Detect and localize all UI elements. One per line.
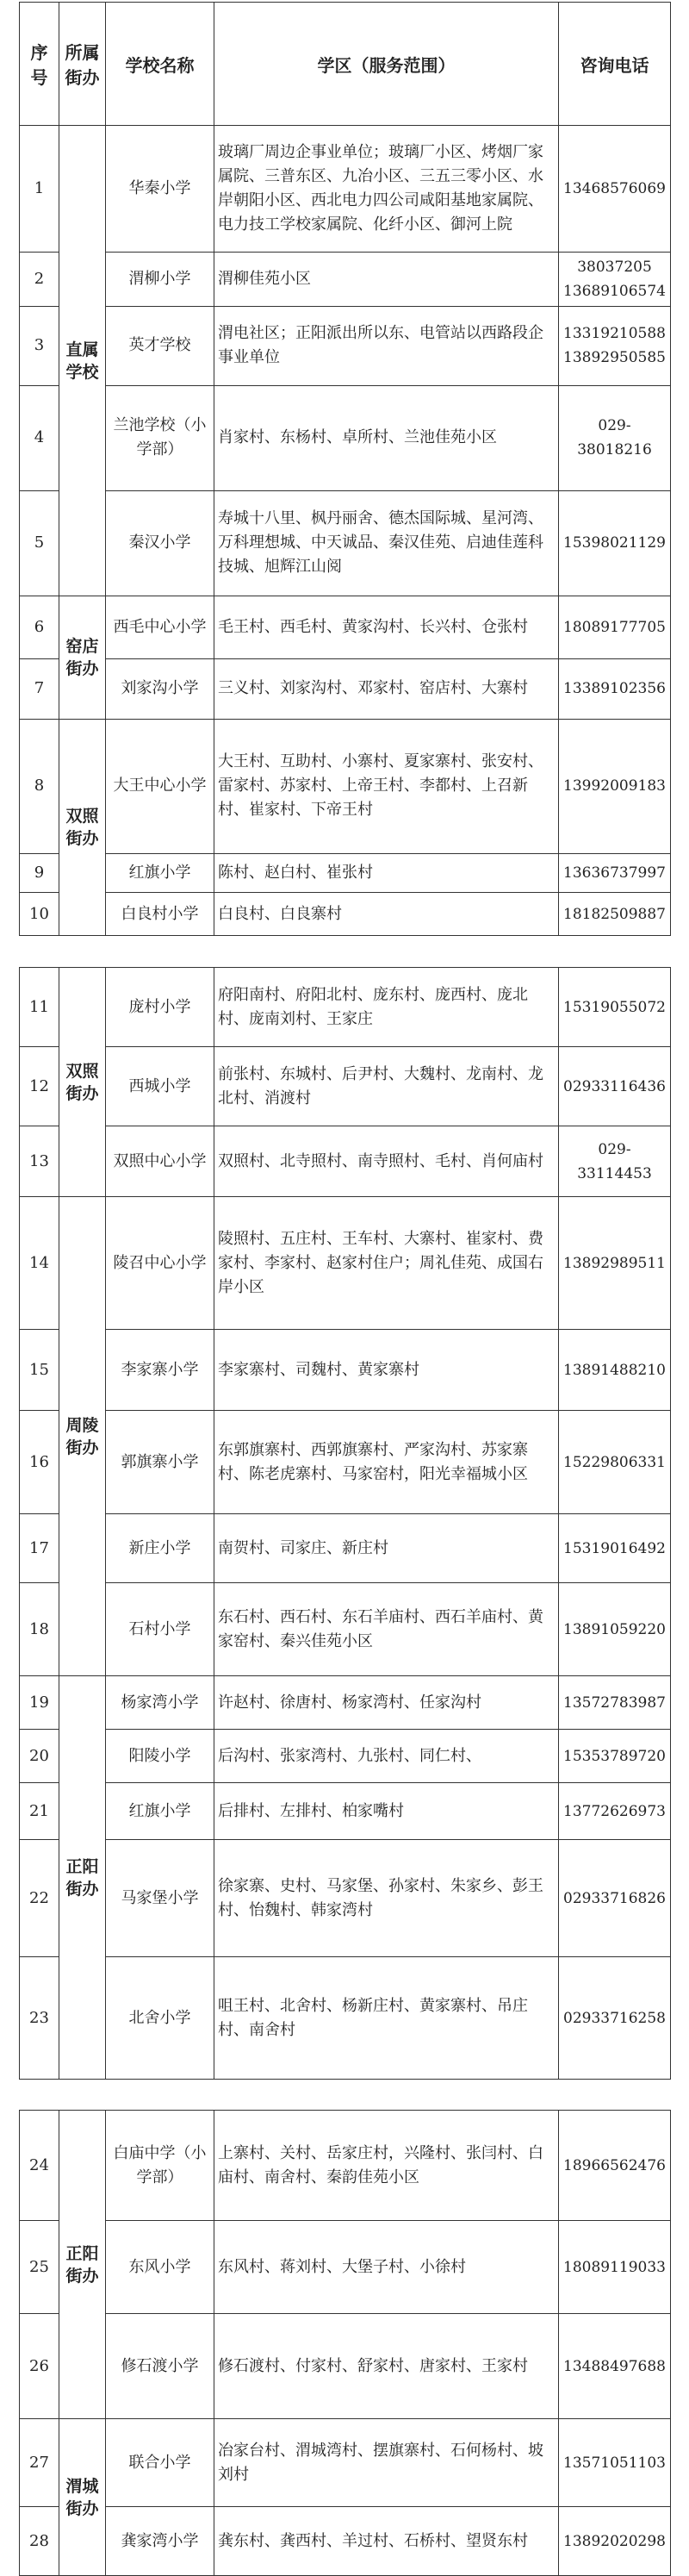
school-name: 刘家沟小学 [106, 658, 214, 719]
school-name: 红旗小学 [106, 1783, 214, 1840]
phone-number: 15229806331 [559, 1411, 671, 1514]
row-no: 26 [20, 2314, 59, 2419]
phone-number: 13571051103 [559, 2419, 671, 2507]
header-school: 学校名称 [106, 3, 214, 126]
service-range: 双照村、北寺照村、南寺照村、毛村、肖何庙村 [214, 1126, 559, 1197]
table-row [20, 385, 671, 490]
school-name: 阳陵小学 [106, 1730, 214, 1783]
service-range: 修石渡村、付家村、舒家村、唐家村、王家村 [214, 2314, 559, 2419]
table-row [20, 1730, 671, 1783]
school-name: 双照中心小学 [106, 1126, 214, 1197]
district-cell: 窑店街办 [59, 596, 106, 720]
table-row [20, 2419, 671, 2507]
district-cell: 正阳街办 [59, 2111, 106, 2419]
school-name: 龚家湾小学 [106, 2507, 214, 2576]
row-no: 1 [20, 126, 59, 253]
district-cell: 直属学校 [59, 126, 106, 596]
table-row [20, 720, 671, 853]
row-no: 19 [20, 1676, 59, 1730]
school-name: 陵召中心小学 [106, 1197, 214, 1330]
phone-number: 02933716258 [559, 1957, 671, 2080]
school-name: 红旗小学 [106, 853, 214, 893]
service-range: 东郭旗寨村、西郭旗寨村、严家沟村、苏家寨村、陈老虎寨村、马家窑村，阳光幸福城小区 [214, 1411, 559, 1514]
table-row [20, 1583, 671, 1676]
school-name: 联合小学 [106, 2419, 214, 2507]
row-no: 11 [20, 968, 59, 1047]
phone-cell [559, 253, 671, 307]
row-no: 17 [20, 1514, 59, 1583]
school-name: 华秦小学 [106, 126, 214, 253]
table-row [20, 893, 671, 936]
school-name: 修石渡小学 [106, 2314, 214, 2419]
service-range: 咀王村、北舍村、杨新庄村、黄家寨村、吊庄村、南舍村 [214, 1957, 559, 2080]
service-range: 龚东村、龚西村、羊过村、石桥村、望贤东村 [214, 2507, 559, 2576]
row-no: 24 [20, 2111, 59, 2221]
phone-number: 38037205 [577, 259, 652, 277]
zone-table-part-2 [19, 967, 671, 2080]
service-range: 徐家寨、史村、马家堡、孙家村、朱家乡、彭王村、怡魏村、韩家湾村 [214, 1840, 559, 1957]
table-row [20, 2507, 671, 2576]
phone-number: 13772626973 [559, 1783, 671, 1840]
table-header-row [20, 3, 671, 126]
row-no: 5 [20, 490, 59, 596]
table-row [20, 1676, 671, 1730]
school-name: 新庄小学 [106, 1514, 214, 1583]
row-no: 23 [20, 1957, 59, 2080]
school-name: 石村小学 [106, 1583, 214, 1676]
district-cell: 双照街办 [59, 968, 106, 1197]
phone-number: 13891059220 [559, 1583, 671, 1676]
row-no: 14 [20, 1197, 59, 1330]
service-range: 三义村、刘家沟村、邓家村、窑店村、大寨村 [214, 658, 559, 719]
row-no: 8 [20, 720, 59, 853]
service-range: 陵照村、五庄村、王车村、大寨村、崔家村、费家村、李家村、赵家村住户；周礼佳苑、成国右岸小区 [214, 1197, 559, 1330]
service-range: 东风村、蒋刘村、大堡子村、小徐村 [214, 2221, 559, 2314]
service-range: 府阳南村、府阳北村、庞东村、庞西村、庞北村、庞南刘村、王家庄 [214, 968, 559, 1047]
service-range: 李家寨村、司魏村、黄家寨村 [214, 1330, 559, 1411]
school-name: 英才学校 [106, 307, 214, 385]
table-row [20, 596, 671, 659]
phone-number: 13468576069 [559, 126, 671, 253]
table-row [20, 253, 671, 307]
row-no: 10 [20, 893, 59, 936]
table-row [20, 853, 671, 893]
service-range: 前张村、东城村、后尹村、大魏村、龙南村、龙北村、消渡村 [214, 1047, 559, 1126]
phone-number: 13572783987 [559, 1676, 671, 1730]
service-range: 毛王村、西毛村、黄家沟村、长兴村、仓张村 [214, 596, 559, 659]
service-range: 渭柳佳苑小区 [214, 253, 559, 307]
service-range: 肖家村、东杨村、卓所村、兰池佳苑小区 [214, 385, 559, 490]
school-name: 东风小学 [106, 2221, 214, 2314]
phone-number: 13488497688 [559, 2314, 671, 2419]
table-row [20, 1514, 671, 1583]
school-name: 白良村小学 [106, 893, 214, 936]
phone-number: 13892989511 [559, 1197, 671, 1330]
school-name: 兰池学校（小学部） [106, 385, 214, 490]
service-range: 渭电社区；正阳派出所以东、电管站以西路段企事业单位 [214, 307, 559, 385]
table-row [20, 1197, 671, 1330]
phone-cell [559, 307, 671, 385]
service-range: 许赵村、徐唐村、杨家湾村、任家沟村 [214, 1676, 559, 1730]
table-row [20, 490, 671, 596]
phone-number-2: 13892950585 [563, 349, 666, 367]
row-no: 28 [20, 2507, 59, 2576]
table-row [20, 1783, 671, 1840]
table-row [20, 2221, 671, 2314]
school-name: 郭旗寨小学 [106, 1411, 214, 1514]
school-name: 渭柳小学 [106, 253, 214, 307]
phone-number: 18182509887 [559, 893, 671, 936]
phone-number: 18089177705 [559, 596, 671, 659]
table-row [20, 1840, 671, 1957]
school-name: 马家堡小学 [106, 1840, 214, 1957]
service-range: 上寨村、关村、岳家庄村，兴隆村、张闫村、白庙村、南舍村、秦韵佳苑小区 [214, 2111, 559, 2221]
table-row [20, 658, 671, 719]
table-row [20, 307, 671, 385]
table-row [20, 1411, 671, 1514]
service-range: 冶家台村、渭城湾村、摆旗寨村、石何杨村、坡刘村 [214, 2419, 559, 2507]
table-row [20, 1330, 671, 1411]
row-no: 27 [20, 2419, 59, 2507]
school-name: 庞村小学 [106, 968, 214, 1047]
school-name: 白庙中学（小学部） [106, 2111, 214, 2221]
service-range: 南贺村、司家庄、新庄村 [214, 1514, 559, 1583]
service-range: 玻璃厂周边企事业单位；玻璃厂小区、烤烟厂家属院、三普东区、九冶小区、三五三零小区、水岸朝阳小区、西北电力四公司咸阳基地家属院、电力技工学校家属院、化纤小区、御河上院 [214, 126, 559, 253]
district-cell: 正阳街办 [59, 1676, 106, 2080]
table-row [20, 2111, 671, 2221]
row-no: 20 [20, 1730, 59, 1783]
table-row [20, 968, 671, 1047]
zone-table-part-1 [19, 2, 671, 936]
table-row [20, 2314, 671, 2419]
school-name: 李家寨小学 [106, 1330, 214, 1411]
district-cell: 渭城街办 [59, 2419, 106, 2576]
phone-number: 029-33114453 [559, 1126, 671, 1197]
phone-number: 13891488210 [559, 1330, 671, 1411]
school-name: 秦汉小学 [106, 490, 214, 596]
service-range: 白良村、白良寨村 [214, 893, 559, 936]
row-no: 18 [20, 1583, 59, 1676]
school-name: 西毛中心小学 [106, 596, 214, 659]
row-no: 21 [20, 1783, 59, 1840]
service-range: 后排村、左排村、柏家嘴村 [214, 1783, 559, 1840]
phone-number-2: 13689106574 [563, 283, 666, 301]
school-name: 大王中心小学 [106, 720, 214, 853]
phone-number: 15398021129 [559, 490, 671, 596]
school-name: 西城小学 [106, 1047, 214, 1126]
row-no: 4 [20, 385, 59, 490]
table-row [20, 1957, 671, 2080]
phone-number: 13636737997 [559, 853, 671, 893]
header-no: 序号 [20, 3, 59, 126]
header-district: 所属街办 [59, 3, 106, 126]
header-range: 学区（服务范围） [214, 3, 559, 126]
service-range: 后沟村、张家湾村、九张村、同仁村、 [214, 1730, 559, 1783]
row-no: 2 [20, 253, 59, 307]
row-no: 12 [20, 1047, 59, 1126]
row-no: 15 [20, 1330, 59, 1411]
district-cell: 双照街办 [59, 720, 106, 936]
service-range: 东石村、西石村、东石羊庙村、西石羊庙村、黄家窑村、秦兴佳苑小区 [214, 1583, 559, 1676]
phone-number: 18966562476 [559, 2111, 671, 2221]
row-no: 7 [20, 658, 59, 719]
phone-number: 15319055072 [559, 968, 671, 1047]
table-row [20, 1126, 671, 1197]
phone-number: 15319016492 [559, 1514, 671, 1583]
table-row [20, 126, 671, 253]
district-cell: 周陵街办 [59, 1197, 106, 1676]
phone-number: 15353789720 [559, 1730, 671, 1783]
school-name: 杨家湾小学 [106, 1676, 214, 1730]
row-no: 3 [20, 307, 59, 385]
school-name: 北舍小学 [106, 1957, 214, 2080]
service-range: 陈村、赵白村、崔张村 [214, 853, 559, 893]
table-row [20, 1047, 671, 1126]
phone-number: 13892020298 [559, 2507, 671, 2576]
service-range: 寿城十八里、枫丹丽舍、德杰国际城、星河湾、万科理想城、中天诚品、秦汉佳苑、启迪佳莲科技城、旭辉江山阅 [214, 490, 559, 596]
row-no: 22 [20, 1840, 59, 1957]
phone-number: 13319210588 [563, 325, 666, 343]
phone-number: 13389102356 [559, 658, 671, 719]
phone-number: 029-38018216 [559, 385, 671, 490]
row-no: 9 [20, 853, 59, 893]
zone-table-part-3 [19, 2110, 671, 2576]
row-no: 16 [20, 1411, 59, 1514]
phone-number: 13992009183 [559, 720, 671, 853]
header-phone: 咨询电话 [559, 3, 671, 126]
row-no: 13 [20, 1126, 59, 1197]
phone-number: 02933116436 [559, 1047, 671, 1126]
row-no: 25 [20, 2221, 59, 2314]
phone-number: 18089119033 [559, 2221, 671, 2314]
service-range: 大王村、互助村、小寨村、夏家寨村、张安村、 雷家村、苏家村、上帝王村、李都村、上召新村、崔家村、下帝王村 [214, 720, 559, 853]
phone-number: 02933716826 [559, 1840, 671, 1957]
row-no: 6 [20, 596, 59, 659]
